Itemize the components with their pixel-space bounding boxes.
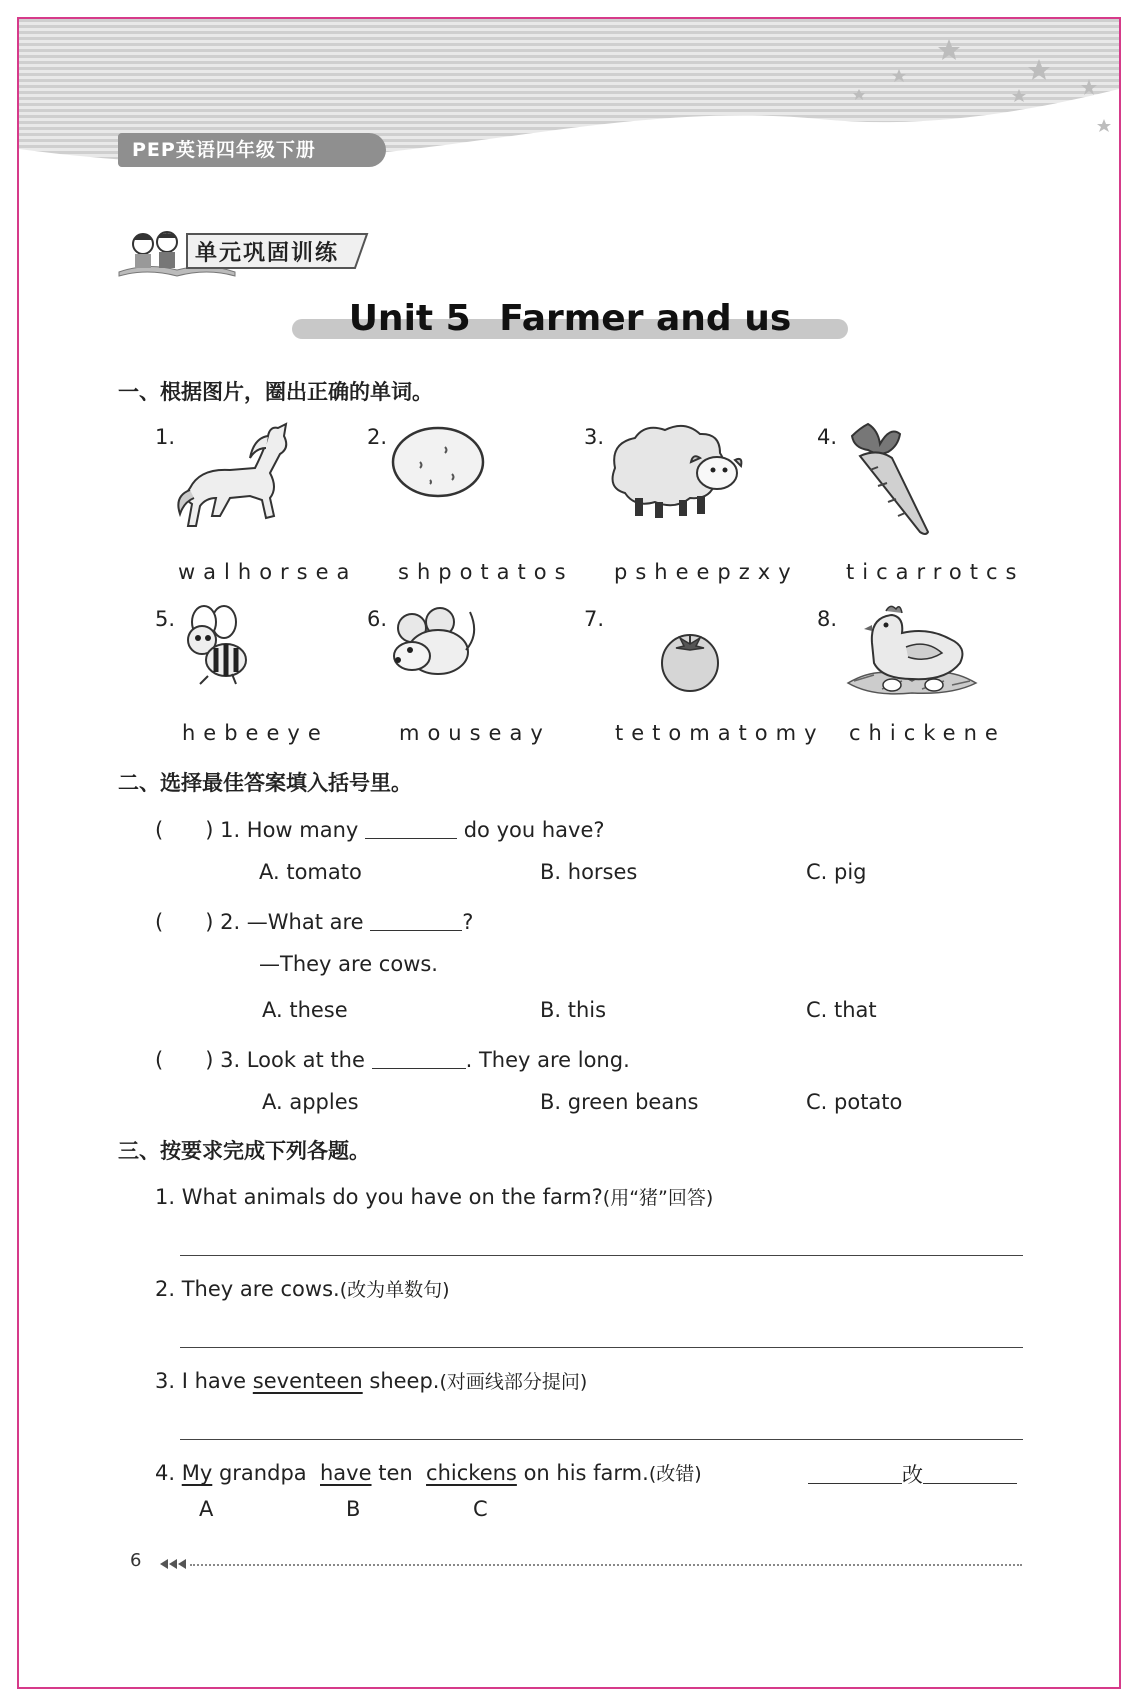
letter-string: ticarrotcs	[846, 560, 1025, 584]
correction-label: 改	[902, 1463, 923, 1487]
question-text: 2. —What are	[220, 910, 364, 934]
item-number: 6.	[367, 607, 388, 631]
task-text: 1. What animals do you have on the farm?	[155, 1185, 603, 1209]
part2-heading: 二、选择最佳答案填入括号里。	[118, 771, 412, 795]
part3-heading: 三、按要求完成下列各题。	[118, 1139, 370, 1163]
mouse-icon	[390, 604, 480, 684]
answer-paren[interactable]: ( )	[155, 818, 214, 842]
answer-paren[interactable]: ( )	[155, 910, 214, 934]
task-text: ten	[378, 1461, 413, 1485]
question-2-reply: —They are cows.	[259, 952, 438, 976]
question-text: . They are long.	[465, 1048, 630, 1072]
task-2	[155, 1275, 450, 1302]
option-b: B. horses	[540, 860, 638, 884]
unit-name: Farmer and us	[499, 298, 792, 339]
task-text: 2. They are cows.	[155, 1277, 340, 1301]
letter-string: tetomatomy	[615, 721, 825, 745]
item-number: 4.	[817, 425, 838, 449]
question-2	[155, 906, 473, 936]
task-text: sheep.	[369, 1369, 440, 1393]
error-part-b: have	[320, 1461, 372, 1485]
option-c: C. potato	[806, 1090, 903, 1114]
correction-blank[interactable]	[923, 1463, 1017, 1484]
item-number: 1.	[155, 425, 176, 449]
task-note: (改错)	[648, 1463, 702, 1485]
task-number: 4.	[155, 1461, 176, 1485]
task-text: 3. I have	[155, 1369, 247, 1393]
letter-string: psheepzxy	[614, 560, 799, 584]
answer-line[interactable]	[180, 1439, 1023, 1440]
book-title-tab	[118, 133, 386, 167]
letter-string: chickene	[849, 721, 1006, 745]
letter-string: hebeeye	[182, 721, 329, 745]
option-b: B. this	[540, 998, 607, 1022]
hen-icon	[842, 603, 982, 699]
answer-blank[interactable]	[370, 910, 462, 931]
task-text: on his farm.	[523, 1461, 649, 1485]
answer-paren[interactable]: ( )	[155, 1048, 214, 1072]
error-part-c: chickens	[426, 1461, 517, 1485]
question-1	[155, 814, 605, 844]
correction-field	[808, 1459, 1017, 1489]
part1-heading: 一、根据图片，圈出正确的单词。	[118, 380, 433, 404]
mark-b: B	[346, 1497, 361, 1521]
letter-string: walhorsea	[178, 560, 358, 584]
task-note: (对画线部分提问)	[439, 1371, 588, 1393]
task-1	[155, 1183, 713, 1210]
error-part-a: My	[181, 1461, 213, 1485]
letter-string: shpotatos	[398, 560, 574, 584]
bee-icon	[178, 604, 253, 686]
option-c: C. that	[806, 998, 877, 1022]
question-3	[155, 1044, 630, 1074]
triple-arrow-icon	[160, 1557, 190, 1571]
question-text: 1. How many	[220, 818, 359, 842]
footer-dotted-line	[190, 1564, 1022, 1566]
question-text: do you have?	[463, 818, 605, 842]
option-c: C. pig	[806, 860, 867, 884]
answer-blank[interactable]	[372, 1048, 466, 1069]
option-a: A. apples	[262, 1090, 359, 1114]
horse-icon	[170, 418, 300, 533]
task-4	[155, 1459, 702, 1486]
tomato-icon	[658, 628, 722, 692]
mark-a: A	[199, 1497, 214, 1521]
carrot-icon	[838, 420, 938, 540]
question-text: 3. Look at the	[220, 1048, 365, 1072]
task-text: grandpa	[218, 1461, 307, 1485]
letter-string: mouseay	[399, 721, 551, 745]
task-3	[155, 1367, 587, 1394]
mark-c: C	[473, 1497, 488, 1521]
item-number: 8.	[817, 607, 838, 631]
section-badge-label: 单元巩固训练	[195, 241, 340, 266]
option-a: A. tomato	[259, 860, 362, 884]
task-note: (用“猪”回答)	[602, 1187, 714, 1209]
task-note: (改为单数句)	[339, 1279, 450, 1301]
question-text: ?	[462, 910, 474, 934]
page-number: 6	[130, 1550, 142, 1571]
answer-blank[interactable]	[365, 818, 457, 839]
unit-title	[292, 298, 848, 339]
item-number: 3.	[584, 425, 605, 449]
option-a: A. these	[262, 998, 348, 1022]
unit-number: Unit 5	[348, 298, 471, 339]
answer-line[interactable]	[180, 1255, 1023, 1256]
item-number: 5.	[155, 607, 176, 631]
book-title: PEP英语四年级下册	[132, 139, 316, 161]
sheep-icon	[605, 418, 745, 523]
option-b: B. green beans	[540, 1090, 699, 1114]
item-number: 2.	[367, 425, 388, 449]
item-number: 7.	[584, 607, 605, 631]
section-badge	[117, 226, 377, 278]
error-letter-blank[interactable]	[808, 1463, 902, 1484]
potato-icon	[390, 422, 490, 502]
underlined-word: seventeen	[252, 1369, 363, 1393]
answer-line[interactable]	[180, 1347, 1023, 1348]
